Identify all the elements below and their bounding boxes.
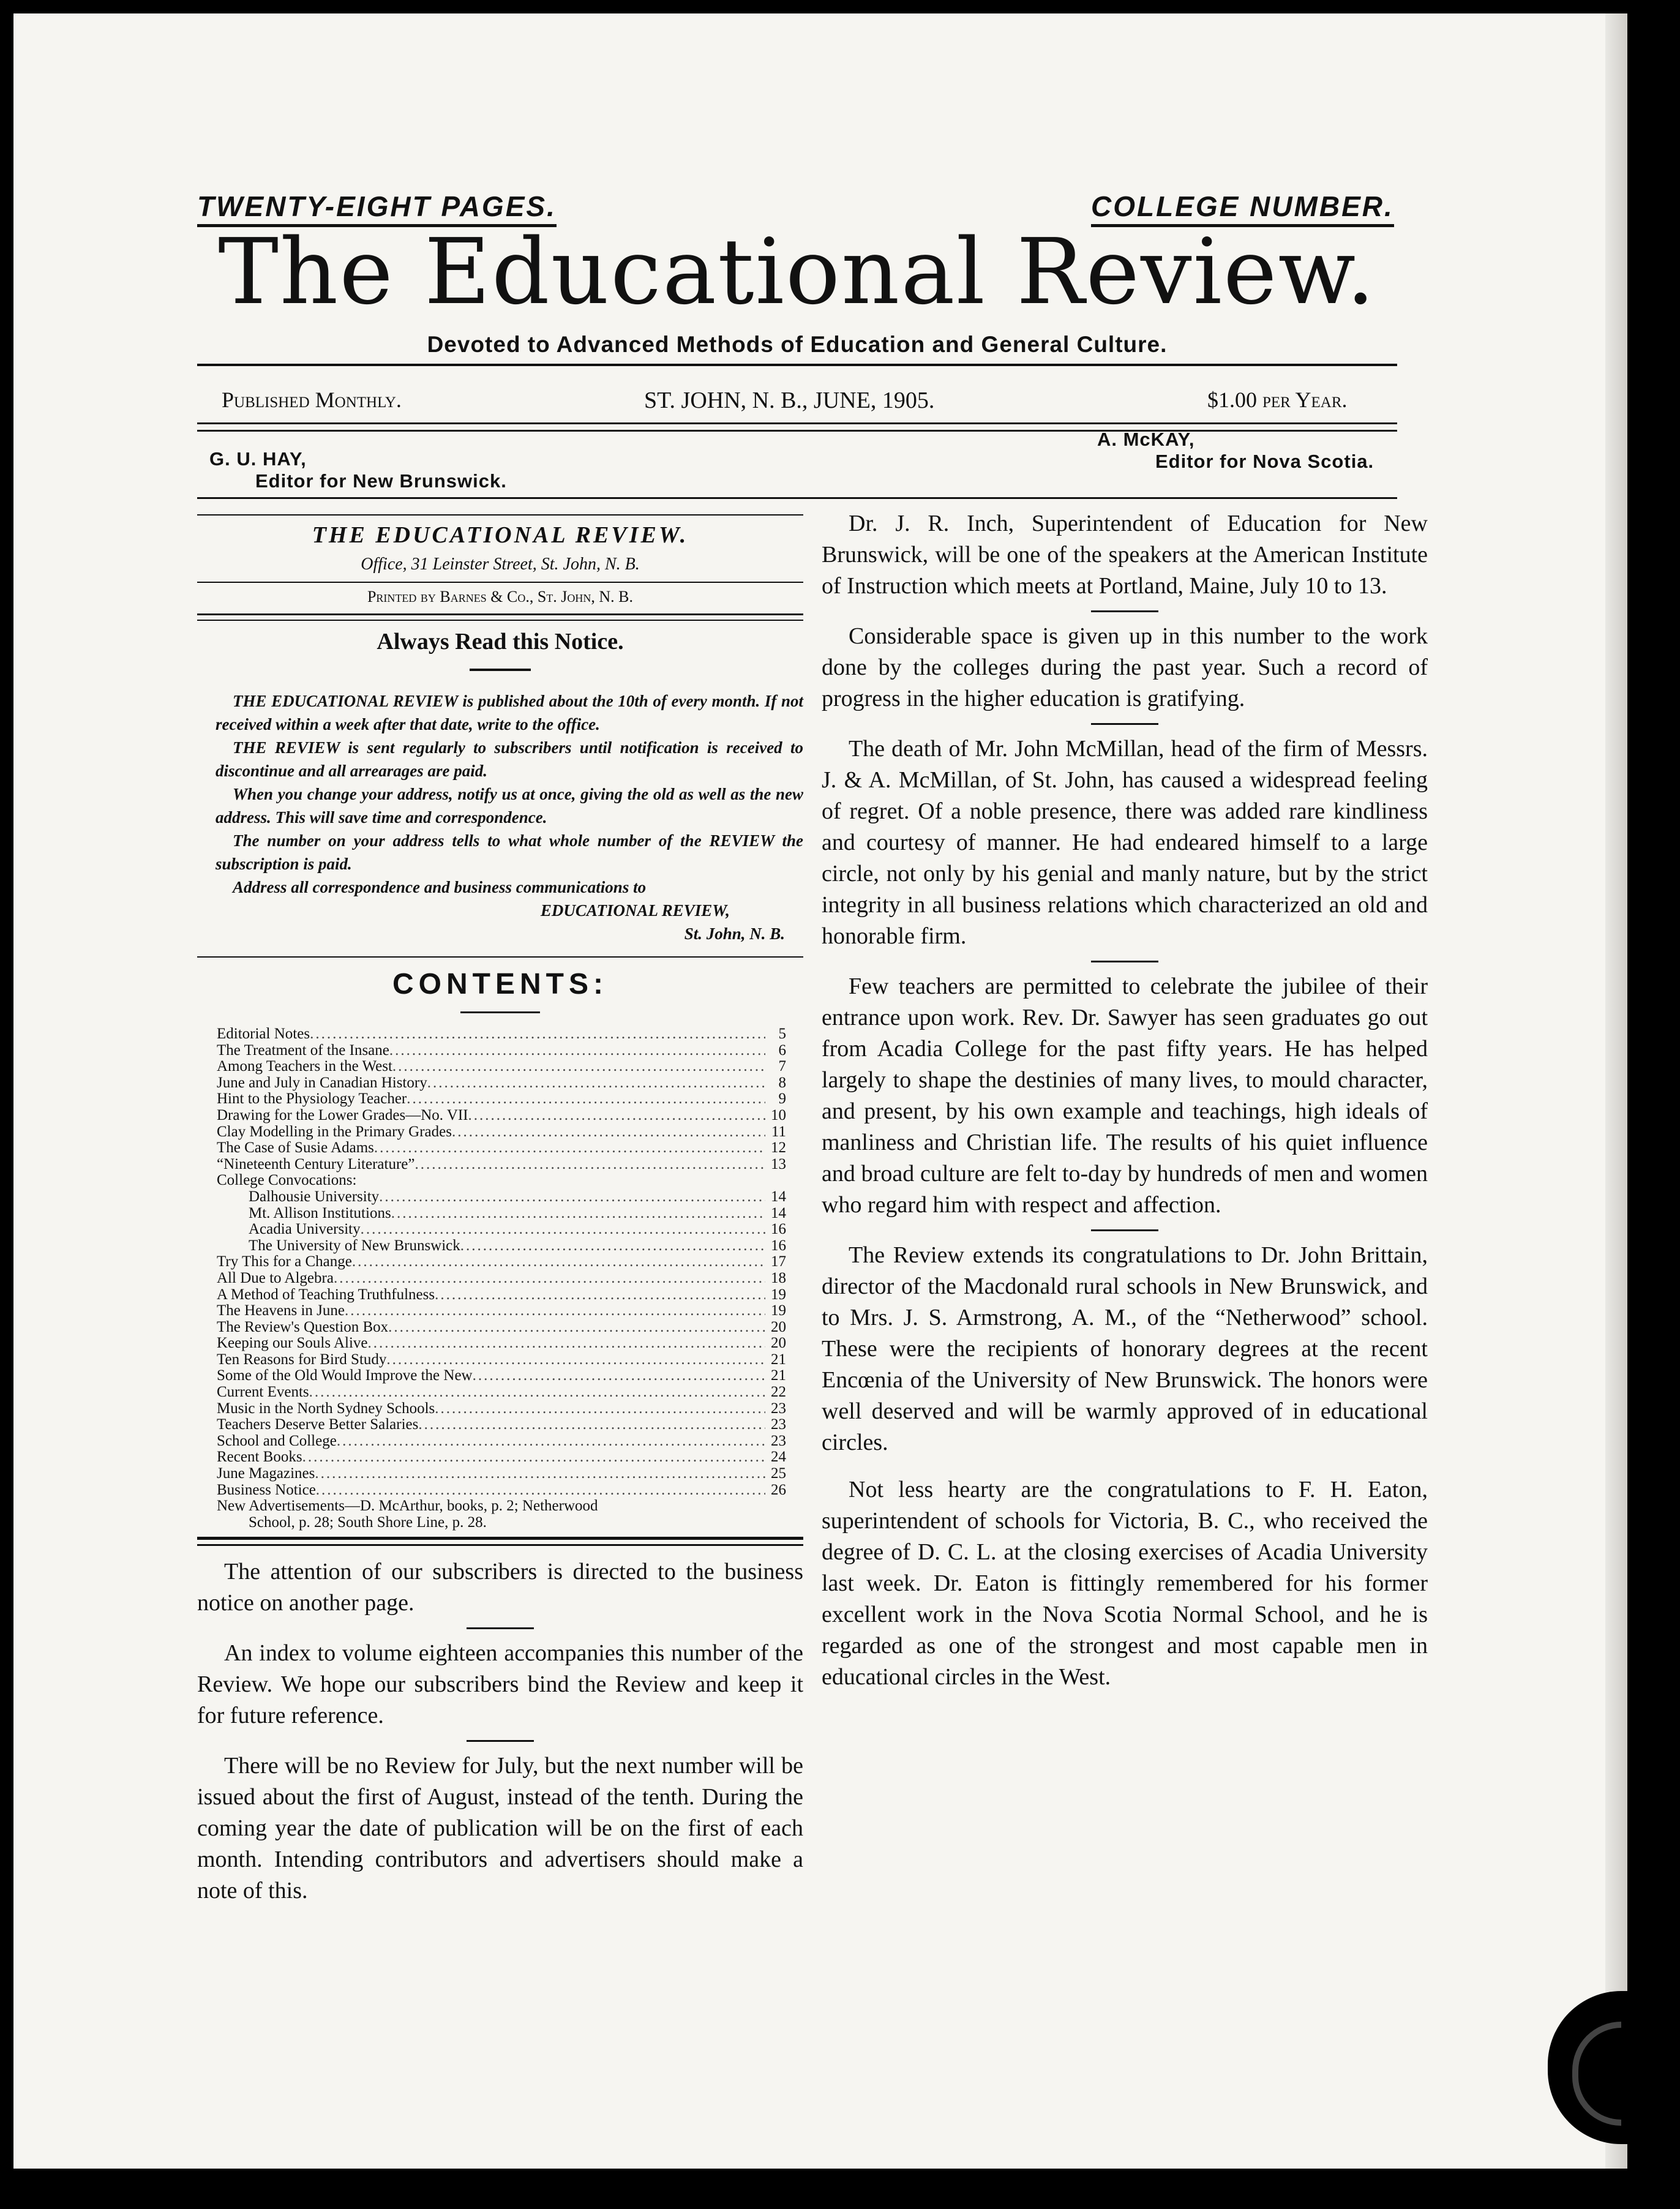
notice-body [216, 689, 803, 945]
notice-top-rule [197, 514, 803, 516]
editor-right-name: A. McKAY, [1097, 429, 1195, 450]
contents-item-leader [309, 1384, 765, 1401]
contents-rule-1 [197, 1537, 803, 1540]
contents-item-leader [389, 1043, 765, 1059]
contents-item [217, 1319, 786, 1336]
contents-item-page: 21 [771, 1367, 786, 1384]
contents-item-page: 9 [778, 1090, 786, 1108]
masthead-title: The Educational Review. [218, 219, 1376, 324]
contents-item-page: 16 [771, 1221, 786, 1238]
contents-item-title: Ten Reasons for Bird Study [217, 1351, 387, 1368]
contents-item-page: 20 [771, 1318, 786, 1335]
contents-list [217, 1026, 786, 1531]
contents-item [217, 1401, 786, 1417]
contents-short-rule [460, 1011, 540, 1013]
contents-item-page: 14 [771, 1204, 786, 1221]
contents-item [217, 1075, 786, 1092]
left-col-p2: An index to volume eighteen accompanies this number of the Review. We hope our subscribers bind the Review and keep it for future reference. [197, 1640, 803, 1728]
contents-item [217, 1417, 786, 1433]
contents-item-title: The Review's Question Box [217, 1318, 389, 1335]
contents-item [217, 1091, 786, 1108]
contents-item-title: Mt. Allison Institutions [249, 1204, 391, 1221]
contents-item-page: 23 [771, 1432, 786, 1449]
contents-item-page: 17 [771, 1253, 786, 1270]
contents-item-page: 19 [771, 1286, 786, 1303]
contents-item-leader [386, 1352, 765, 1368]
masthead-tagline: Devoted to Advanced Methods of Education and General Culture. [427, 332, 1168, 357]
contents-item [217, 1449, 786, 1466]
notice-sign-2: St. John, N. B. [684, 924, 785, 943]
contents-item-leader [302, 1449, 765, 1466]
notice-address: Office, 31 Leinster Street, St. John, N. B. [361, 555, 640, 574]
contents-item-title: School, p. 28; South Shore Line, p. 28. [249, 1513, 487, 1531]
editor-right-role: Editor for Nova Scotia. [1155, 450, 1374, 472]
right-col-divider-3 [1091, 961, 1158, 962]
contents-item-page: 19 [771, 1302, 786, 1319]
contents-item [217, 1108, 786, 1124]
contents-item-leader [414, 1157, 765, 1173]
contents-item-page: 20 [771, 1335, 786, 1352]
contents-item-leader [407, 1091, 765, 1108]
notice-printed: Printed by Barnes & Co., St. John, N. B. [367, 588, 634, 606]
notice-p3: When you change your address, notify us at once, giving the old as well as the new address. This will save time and correspondence. [216, 785, 803, 827]
contents-item-title: The University of New Brunswick [249, 1237, 460, 1254]
notice-rule-2 [197, 613, 803, 615]
right-col-p6: Not less hearty are the congratulations to F. H. Eaton, superintendent of schools for Victoria, B. C., who received the degree of D. C. L. at the closing exercises of Acadia University last week. Dr. Eaton is fittingly remembered for his former excellent work in the Nova Scotia Normal School, and he is regarded as one of the strongest and most capable men in educational circles in the West. [822, 1477, 1428, 1690]
contents-item [217, 1221, 786, 1238]
contents-item-leader [435, 1401, 765, 1417]
contents-item-leader [337, 1433, 765, 1450]
contents-item-leader [374, 1140, 765, 1157]
right-col-p2: Considerable space is given up in this number to the work done by the colleges during the past year. Such a record of progress in the higher education is gratifying. [822, 623, 1428, 711]
contents-item-title: Music in the North Sydney Schools [217, 1400, 435, 1417]
left-col-divider-1 [467, 1627, 534, 1629]
pages-tag: TWENTY-EIGHT PAGES. [197, 190, 557, 227]
notice-p2: THE REVIEW is sent regularly to subscribers until notification is received to discontinue and all arrearages are paid. [216, 738, 803, 780]
contents-item-title: Hint to the Physiology Teacher [217, 1090, 407, 1108]
contents-item [217, 1140, 786, 1157]
page-edge [1605, 13, 1627, 2169]
contents-item-page: 16 [771, 1237, 786, 1254]
left-col-divider-2 [467, 1740, 534, 1742]
contents-rule-2 [197, 1544, 803, 1546]
editor-nova-scotia [1097, 429, 1374, 472]
contents-item-title: All Due to Algebra [217, 1269, 334, 1286]
contents-item-leader [379, 1189, 765, 1206]
contents-item-title: Dalhousie University [249, 1188, 380, 1205]
right-col-p5: The Review extends its congratulations to Dr. John Brittain, director of the Macdonald rural schools in New Brunswick, and to Mrs. J. S. Armstrong, A. M., of the “Netherwood” school. These were the recipients of honorary degrees at the recent Encœnia of the University of New Brunswick. The honors were well deserved and will be warmly approved of in educational circles. [822, 1242, 1428, 1455]
contents-item [217, 1482, 786, 1499]
contents-item-title: June Magazines [217, 1465, 315, 1482]
contents-item-title: Keeping our Souls Alive [217, 1335, 368, 1352]
notice-sign-1: EDUCATIONAL REVIEW, [540, 901, 730, 920]
contents-item [217, 1287, 786, 1303]
contents-item [217, 1043, 786, 1059]
contents-item-title: School and College [217, 1432, 337, 1449]
contents-item-leader [315, 1466, 765, 1482]
contents-item-leader [392, 1059, 765, 1075]
contents-title: CONTENTS: [392, 968, 608, 1000]
right-col-p1: Dr. J. R. Inch, Superintendent of Education for New Brunswick, will be one of the speakers at the American Institute of Instruction which meets at Portland, Maine, July 10 to 13. [822, 511, 1428, 599]
contents-item-leader [361, 1221, 765, 1238]
newspaper-page [13, 13, 1627, 2169]
contents-item-title: Among Teachers in the West [217, 1058, 392, 1075]
contents-item-page: 21 [771, 1351, 786, 1368]
contents-item-leader [468, 1108, 765, 1124]
right-col-divider-1 [1091, 610, 1158, 612]
contents-item-leader [418, 1417, 765, 1433]
right-column [822, 508, 1428, 1693]
editor-left-name: G. U. HAY, [209, 448, 307, 470]
contents-item [217, 1515, 786, 1531]
contents-item-page: 8 [778, 1074, 786, 1091]
right-col-p4: Few teachers are permitted to celebrate the jubilee of their entrance upon work. Rev. Dr. Sawyer has seen graduates go out from Acadia College for the past fifty years. He has helped largely to shape the destinies of many lives, to mould character, and present, by his own example and teachings, high ideals of manliness and Christian life. The results of his quiet influence and broad culture are felt to-day by hundreds of men and women who regard him with respect and affection. [822, 973, 1428, 1218]
left-col-p1: The attention of our subscribers is directed to the business notice on another page. [197, 1559, 803, 1616]
contents-item-title: College Convocations: [217, 1172, 357, 1189]
place-date: ST. JOHN, N. B., JUNE, 1905. [644, 388, 935, 413]
contents-item-page: 22 [771, 1384, 786, 1401]
contents-item-leader [310, 1026, 765, 1043]
college-number-tag: COLLEGE NUMBER. [1091, 190, 1394, 227]
contents-item [217, 1303, 786, 1319]
published-monthly: Published Monthly. [222, 388, 402, 412]
notice-title: THE EDUCATIONAL REVIEW. [312, 522, 689, 548]
contents-item [217, 1238, 786, 1255]
contents-item [217, 1335, 786, 1352]
contents-item-page: 11 [771, 1123, 786, 1140]
notice-p1: THE EDUCATIONAL REVIEW is published about the 10th of every month. If not received within a week after that date, write to the office. [216, 692, 803, 733]
right-col-p3: The death of Mr. John McMillan, head of the firm of Messrs. J. & A. McMillan, of St. John, has caused a widespread feeling of regret. Of a noble presence, there was added rare kindliness and courtesy of manner. He had endeared himself to a large circle, not only by his genial and manly nature, but by the strict integrity in all business relations which characterized an old and honorable firm. [822, 736, 1428, 949]
left-column [197, 1556, 803, 1907]
contents-item [217, 1206, 786, 1222]
always-read-heading: Always Read this Notice. [377, 629, 624, 654]
editor-new-brunswick [209, 448, 507, 492]
notice-rule-1 [197, 582, 803, 583]
notice-bottom-rule [197, 956, 803, 958]
contents-item-page: 10 [771, 1106, 786, 1123]
right-col-divider-4 [1091, 1229, 1158, 1231]
contents-item-leader [435, 1287, 765, 1303]
notice-short-rule [470, 669, 531, 671]
contents-item-title: The Heavens in June [217, 1302, 345, 1319]
contents-item-title: Drawing for the Lower Grades—No. VII [217, 1106, 468, 1123]
contents-item [217, 1026, 786, 1043]
contents-item-leader [368, 1335, 765, 1352]
contents-item-title: Editorial Notes [217, 1026, 310, 1042]
contents-item [217, 1254, 786, 1270]
contents-item-page: 23 [771, 1416, 786, 1433]
contents-item-title: Current Events [217, 1384, 309, 1401]
contents-item-leader [316, 1482, 765, 1499]
contents-item-title: Teachers Deserve Better Salaries [217, 1416, 419, 1433]
contents-item-title: June and July in Canadian History [217, 1074, 427, 1091]
masthead-rule [197, 364, 1397, 366]
contents-item-title: Some of the Old Would Improve the New [217, 1367, 473, 1384]
contents-item [217, 1124, 786, 1141]
contents-item-title: Acadia University [249, 1221, 361, 1238]
contents-item-page: 26 [771, 1481, 786, 1498]
notice-p4: The number on your address tells to what whole number of the REVIEW the subscription is paid. [216, 831, 803, 873]
pub-rule-1 [197, 422, 1397, 424]
notice-p5: Address all correspondence and business communications to [233, 878, 647, 896]
contents-item-page: 7 [778, 1058, 786, 1075]
contents-item-title: A Method of Teaching Truthfulness [217, 1286, 435, 1303]
contents-item-title: Clay Modelling in the Primary Grades [217, 1123, 452, 1140]
contents-item [217, 1466, 786, 1482]
contents-item [217, 1352, 786, 1368]
contents-item-leader [388, 1319, 765, 1336]
contents-item-page: 18 [771, 1269, 786, 1286]
contents-item [217, 1157, 786, 1173]
contents-item-title: “Nineteenth Century Literature” [217, 1155, 415, 1172]
contents-item [217, 1368, 786, 1384]
contents-item-page: 23 [771, 1400, 786, 1417]
contents-item-leader [334, 1270, 765, 1287]
contents-item-title: Business Notice [217, 1481, 316, 1498]
contents-item [217, 1433, 786, 1450]
contents-item-title: The Case of Susie Adams [217, 1139, 374, 1157]
contents-item [217, 1172, 786, 1189]
contents-item-title: Try This for a Change [217, 1253, 352, 1270]
editor-left-role: Editor for New Brunswick. [255, 470, 507, 492]
editor-rule [197, 497, 1397, 499]
left-col-p3: There will be no Review for July, but the next number will be issued about the first of August, instead of the tenth. During the coming year the date of publication will be on the first of each month. Intending contributors and advertisers should make a note of this. [197, 1753, 803, 1903]
contents-item-title: New Advertisements—D. McArthur, books, p. 2; Netherwood [217, 1498, 598, 1515]
contents-item-title: Recent Books [217, 1449, 302, 1466]
contents-item-leader [460, 1238, 765, 1255]
contents-item [217, 1059, 786, 1075]
contents-item-leader [345, 1303, 765, 1319]
contents-item-page: 14 [771, 1188, 786, 1205]
contents-item-leader [473, 1368, 765, 1384]
contents-item-leader [391, 1206, 765, 1222]
notice-rule-3 [197, 620, 803, 621]
right-col-divider-2 [1091, 723, 1158, 725]
contents-item-leader [452, 1124, 765, 1141]
price: $1.00 per Year. [1207, 388, 1348, 412]
contents-item-page: 6 [778, 1041, 786, 1059]
contents-item [217, 1384, 786, 1401]
contents-item-page: 25 [771, 1465, 786, 1482]
contents-item-title: The Treatment of the Insane [217, 1041, 389, 1059]
contents-item-page: 24 [771, 1449, 786, 1466]
contents-item [217, 1270, 786, 1287]
contents-item-page: 13 [771, 1155, 786, 1172]
contents-item [217, 1498, 786, 1515]
contents-item-leader [352, 1254, 765, 1270]
contents-item-page: 5 [778, 1026, 786, 1042]
contents-item-page: 12 [771, 1139, 786, 1157]
contents-item-leader [427, 1075, 765, 1092]
contents-item [217, 1189, 786, 1206]
